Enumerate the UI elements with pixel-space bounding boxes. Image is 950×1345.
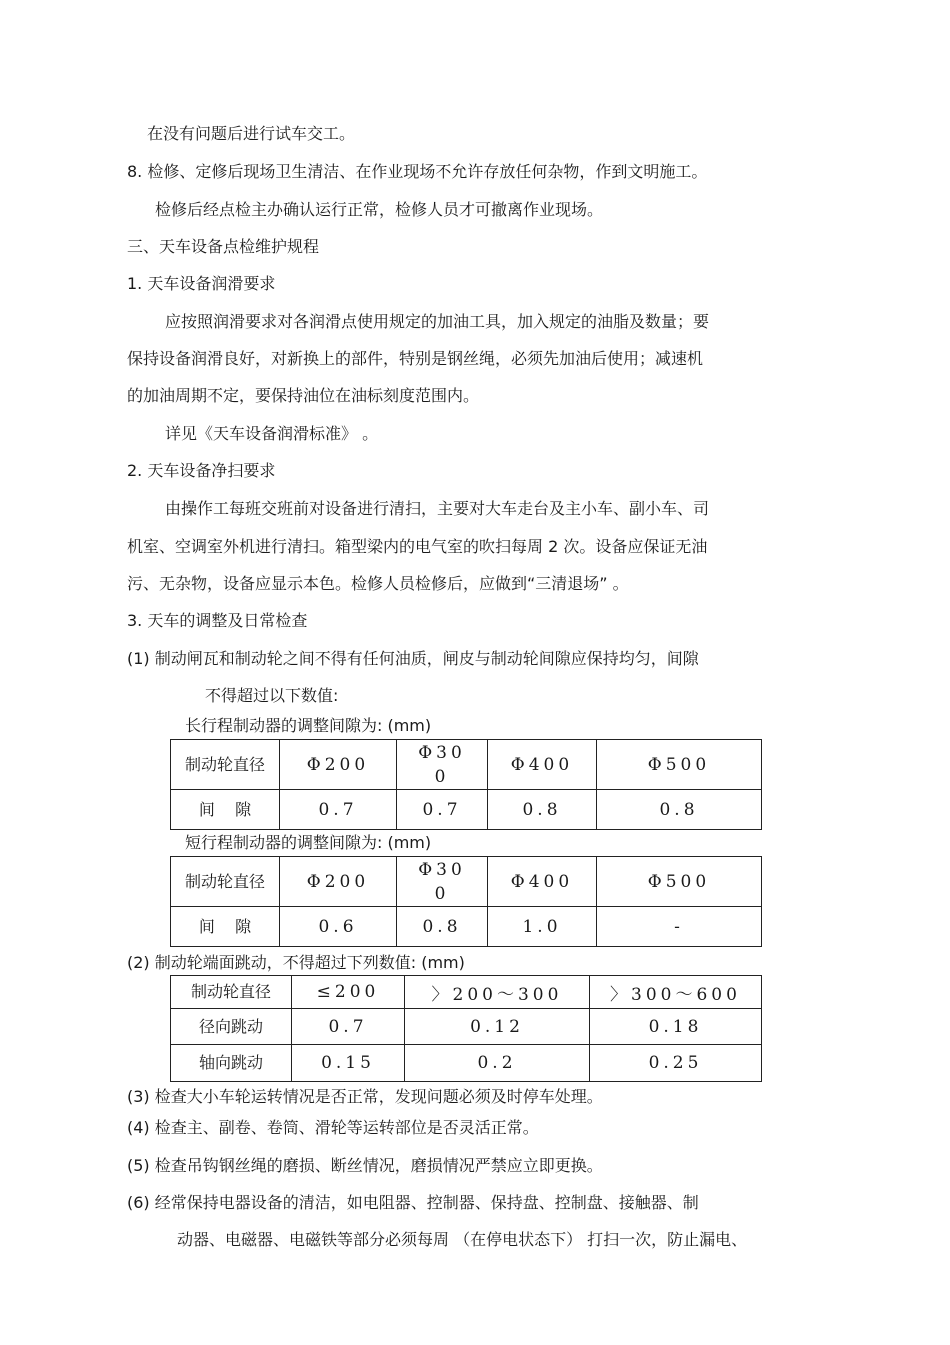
text-line: 动器、电磁器、电磁铁等部分必须每周 （在停电状态下） 打扫一次，防止漏电、: [177, 1230, 748, 1249]
table-cell: 0.7: [292, 1009, 405, 1045]
table-cell: 径向跳动: [171, 1009, 292, 1045]
table-cell: Φ400: [488, 857, 597, 907]
table-cell: 0.2: [405, 1045, 590, 1082]
table-cell: Φ500: [597, 740, 762, 790]
long-stroke-brake-table: [170, 739, 762, 830]
text-line: (1) 制动闸瓦和制动轮之间不得有任何油质，闸皮与制动轮间隙应保持均匀，间隙: [127, 649, 699, 668]
text-line: 由操作工每班交班前对设备进行清扫，主要对大车走台及主小车、副小车、司: [165, 499, 710, 518]
brake-wheel-runout-table: [170, 975, 762, 1082]
table-cell: 0.8: [597, 790, 762, 830]
table-cell: 0.8: [397, 907, 488, 947]
table-cell: 制动轮直径: [171, 976, 292, 1009]
table-cell: Φ200: [280, 740, 397, 790]
text-line: 保持设备润滑良好，对新换上的部件，特别是钢丝绳，必须先加油后使用；减速机: [127, 349, 704, 368]
table-cell: ≤200: [292, 976, 405, 1009]
text-line: (6) 经常保持电器设备的清洁，如电阻器、控制器、保持盘、控制盘、接触器、制: [127, 1193, 699, 1212]
text-line: 机室、空调室外机进行清扫。箱型梁内的电气室的吹扫每周 2 次。设备应保证无油: [127, 537, 708, 556]
table-cell: 间 隙: [171, 907, 280, 947]
text-line: 不得超过以下数值:: [205, 686, 339, 705]
text-line: (3) 检查大小车轮运转情况是否正常，发现问题必须及时停车处理。: [127, 1087, 603, 1106]
table-cell: 0.25: [590, 1045, 762, 1082]
text-line: 8. 检修、定修后现场卫生清洁、在作业现场不允许存放任何杂物，作到文明施工。: [127, 162, 708, 181]
table-cell: Φ200: [280, 857, 397, 907]
text-line: (4) 检查主、副卷、卷筒、滑轮等运转部位是否灵活正常。: [127, 1118, 539, 1137]
text-line: 在没有问题后进行试车交工。: [147, 124, 356, 143]
table-cell: 〉200～300: [405, 976, 590, 1009]
short-stroke-brake-table: [170, 856, 762, 947]
text-line: (5) 检查吊钩钢丝绳的磨损、断丝情况，磨损情况严禁应立即更换。: [127, 1156, 603, 1175]
table-cell: 0.15: [292, 1045, 405, 1082]
table-cell: 1.0: [488, 907, 597, 947]
table-cell: 0.18: [590, 1009, 762, 1045]
table-cell: 0.6: [280, 907, 397, 947]
table-cell: 间 隙: [171, 790, 280, 830]
table-cell: 〉300～600: [590, 976, 762, 1009]
text-line: (2) 制动轮端面跳动，不得超过下列数值: (mm): [127, 953, 465, 972]
table-cell: 轴向跳动: [171, 1045, 292, 1082]
table-cell: 制动轮直径: [171, 857, 280, 907]
table-cell: Φ30 0: [397, 740, 488, 790]
text-line: 应按照润滑要求对各润滑点使用规定的加油工具，加入规定的油脂及数量；要: [165, 312, 710, 331]
subsection-heading: 1. 天车设备润滑要求: [127, 274, 276, 293]
text-line: 详见《天车设备润滑标准》 。: [165, 424, 379, 443]
table-cell: Φ400: [488, 740, 597, 790]
table-cell: -: [597, 907, 762, 947]
table-cell: Φ500: [597, 857, 762, 907]
section-heading: 三、天车设备点检维护规程: [127, 237, 320, 256]
table-cell: Φ30 0: [397, 857, 488, 907]
table-cell: 0.12: [405, 1009, 590, 1045]
text-line: 检修后经点检主办确认运行正常，检修人员才可撤离作业现场。: [155, 200, 604, 219]
table-caption: 长行程制动器的调整间隙为: (mm): [185, 716, 432, 735]
table-caption: 短行程制动器的调整间隙为: (mm): [185, 833, 432, 852]
subsection-heading: 3. 天车的调整及日常检查: [127, 611, 308, 630]
table-cell: 0.7: [280, 790, 397, 830]
text-line: 污、无杂物，设备应显示本色。检修人员检修后，应做到“三清退场” 。: [127, 574, 629, 593]
table-cell: 0.7: [397, 790, 488, 830]
subsection-heading: 2. 天车设备净扫要求: [127, 461, 276, 480]
text-line: 的加油周期不定，要保持油位在油标刻度范围内。: [127, 386, 480, 405]
table-cell: 0.8: [488, 790, 597, 830]
table-cell: 制动轮直径: [171, 740, 280, 790]
